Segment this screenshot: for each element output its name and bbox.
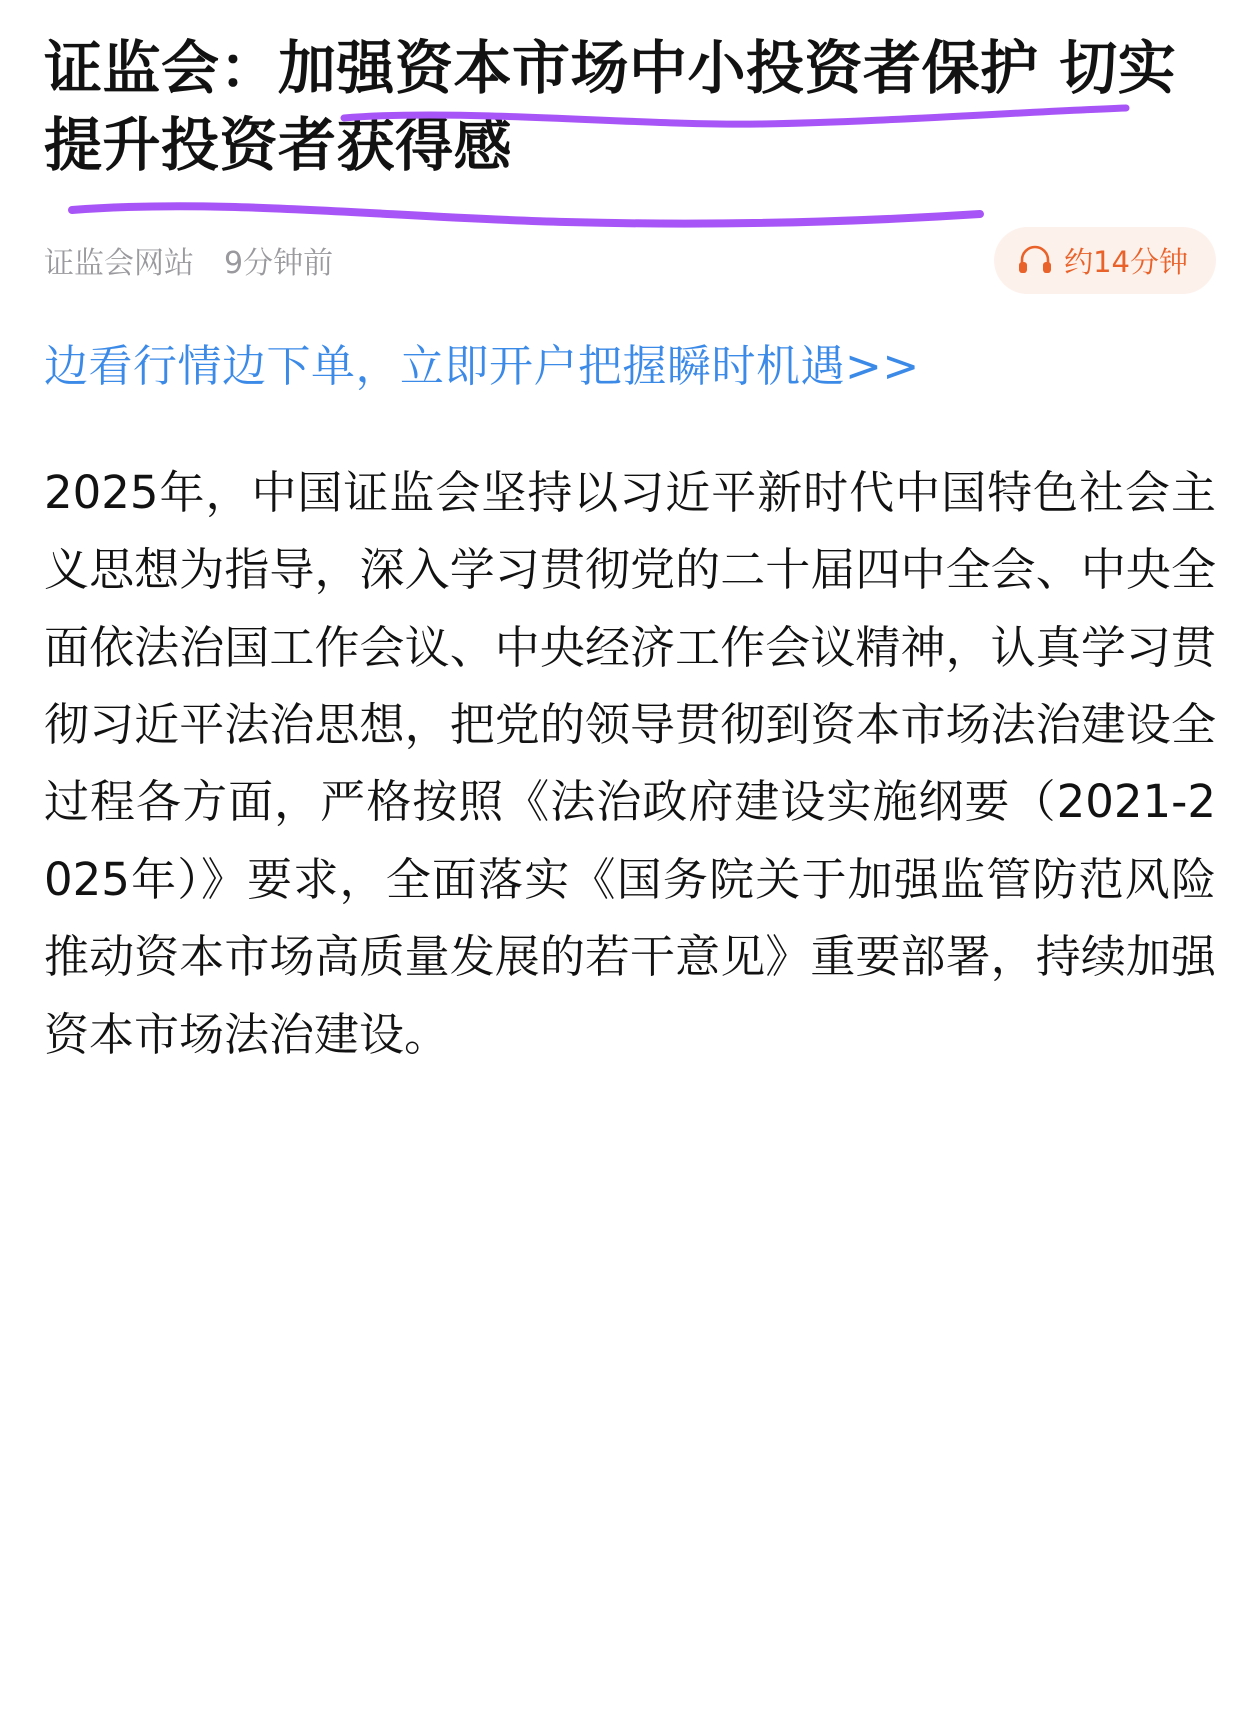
- audio-duration-label: 约14分钟: [1064, 244, 1188, 279]
- meta-left-group: [44, 238, 333, 282]
- article-source: 证监会网站: [44, 246, 194, 282]
- headphone-icon: [1018, 245, 1052, 275]
- highlight-stroke-line2: [66, 178, 986, 234]
- title-section: [44, 0, 1216, 184]
- page-title: 证监会：加强资本市场中小投资者保护 切实提升投资者获得感: [44, 34, 1177, 180]
- article-paragraph: 2025年，中国证监会坚持以习近平新时代中国特色社会主义思想为指导，深入学习贯彻党的二十届四中全会、中央全面依法治国工作会议、中央经济工作会议精神，认真学习贯彻习近平法治思想，把党的领导贯彻到资本市场法治建设全过程各方面，严格按照《法治政府建设实施纲要（2021-2025年）》要求，全面落实《国务院关于加强监管防范风险推动资本市场高质量发展的若干意见》重要部署，持续加强资本市场法治建设。: [44, 465, 1216, 1061]
- article-body: [44, 454, 1216, 1073]
- promo-link[interactable]: 边看行情边下单，立即开户把握瞬时机遇>>: [44, 341, 920, 393]
- audio-play-badge[interactable]: [994, 227, 1216, 294]
- article-meta: [44, 228, 1216, 292]
- article-timestamp: 9分钟前: [224, 246, 334, 282]
